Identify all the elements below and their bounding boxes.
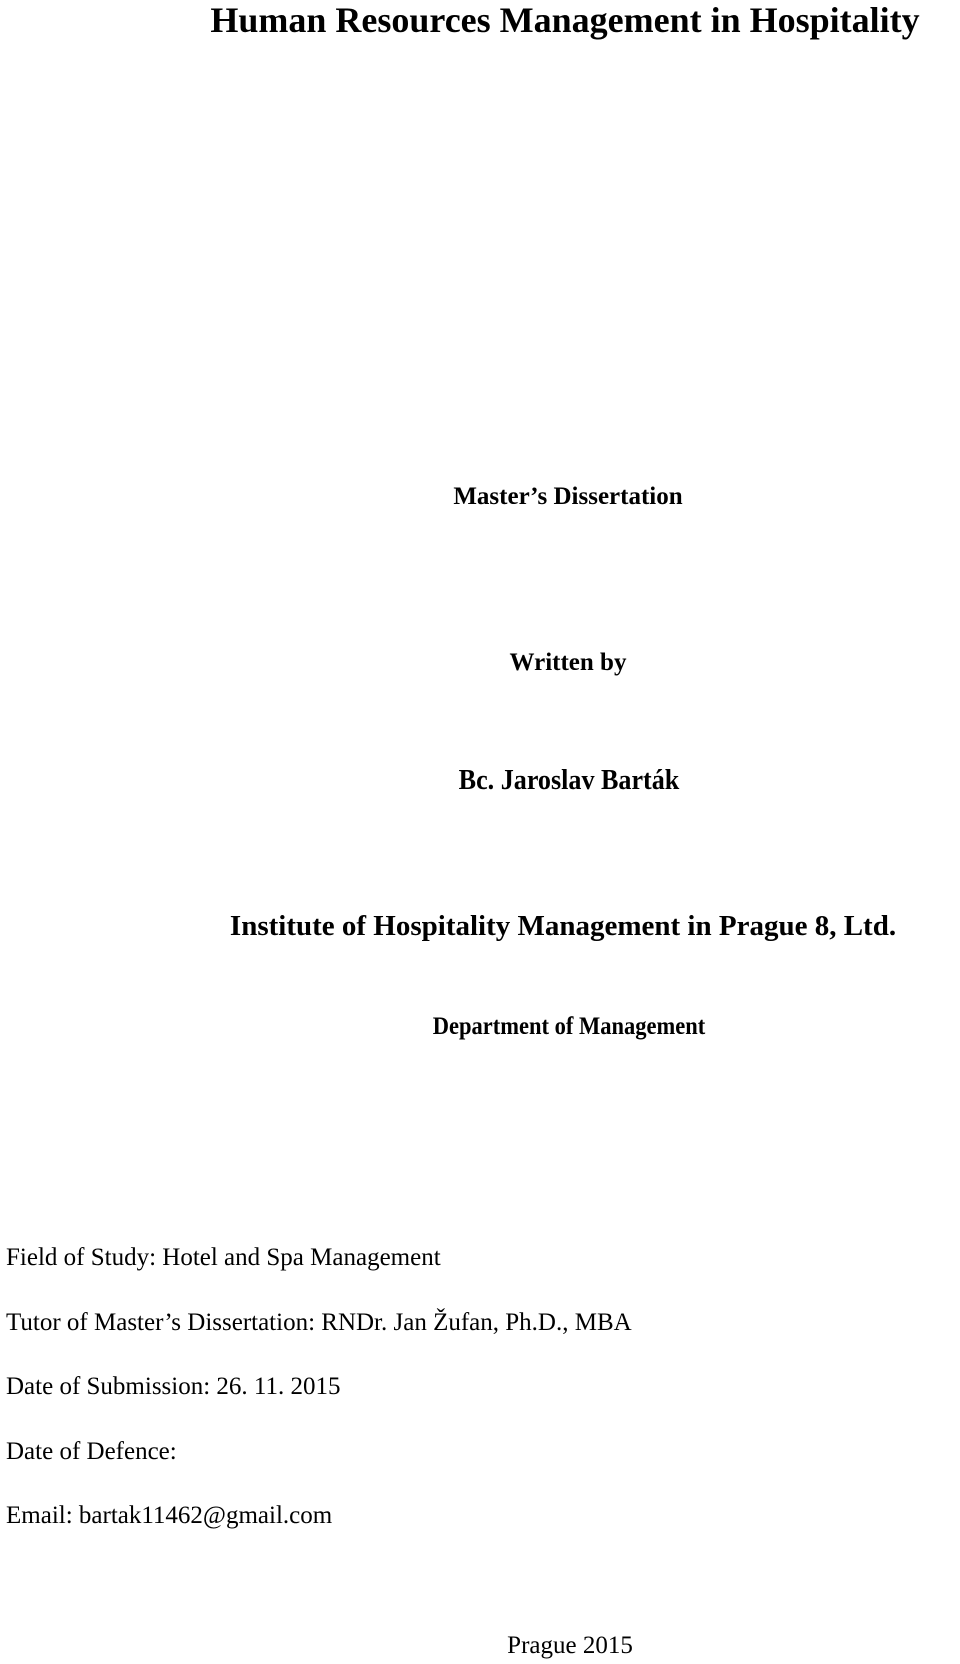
email-address: Email: bartak11462@gmail.com: [6, 1502, 333, 1529]
field-of-study: Field of Study: Hotel and Spa Management: [6, 1244, 441, 1271]
defence-date: Date of Defence:: [6, 1438, 177, 1465]
place-and-year: Prague 2015: [507, 1632, 633, 1659]
document-type: Master’s Dissertation: [453, 483, 683, 510]
institute-name: Institute of Hospitality Management in Prague 8, Ltd.: [229, 910, 897, 942]
department-name: Department of Management: [432, 1013, 706, 1040]
submission-date: Date of Submission: 26. 11. 2015: [6, 1373, 341, 1400]
written-by-label: Written by: [509, 649, 627, 676]
author-name: Bc. Jaroslav Barták: [458, 764, 680, 796]
document-title: Human Resources Management in Hospitality: [210, 0, 920, 40]
tutor-info: Tutor of Master’s Dissertation: RNDr. Jan Žufan, Ph.D., MBA: [6, 1309, 632, 1336]
